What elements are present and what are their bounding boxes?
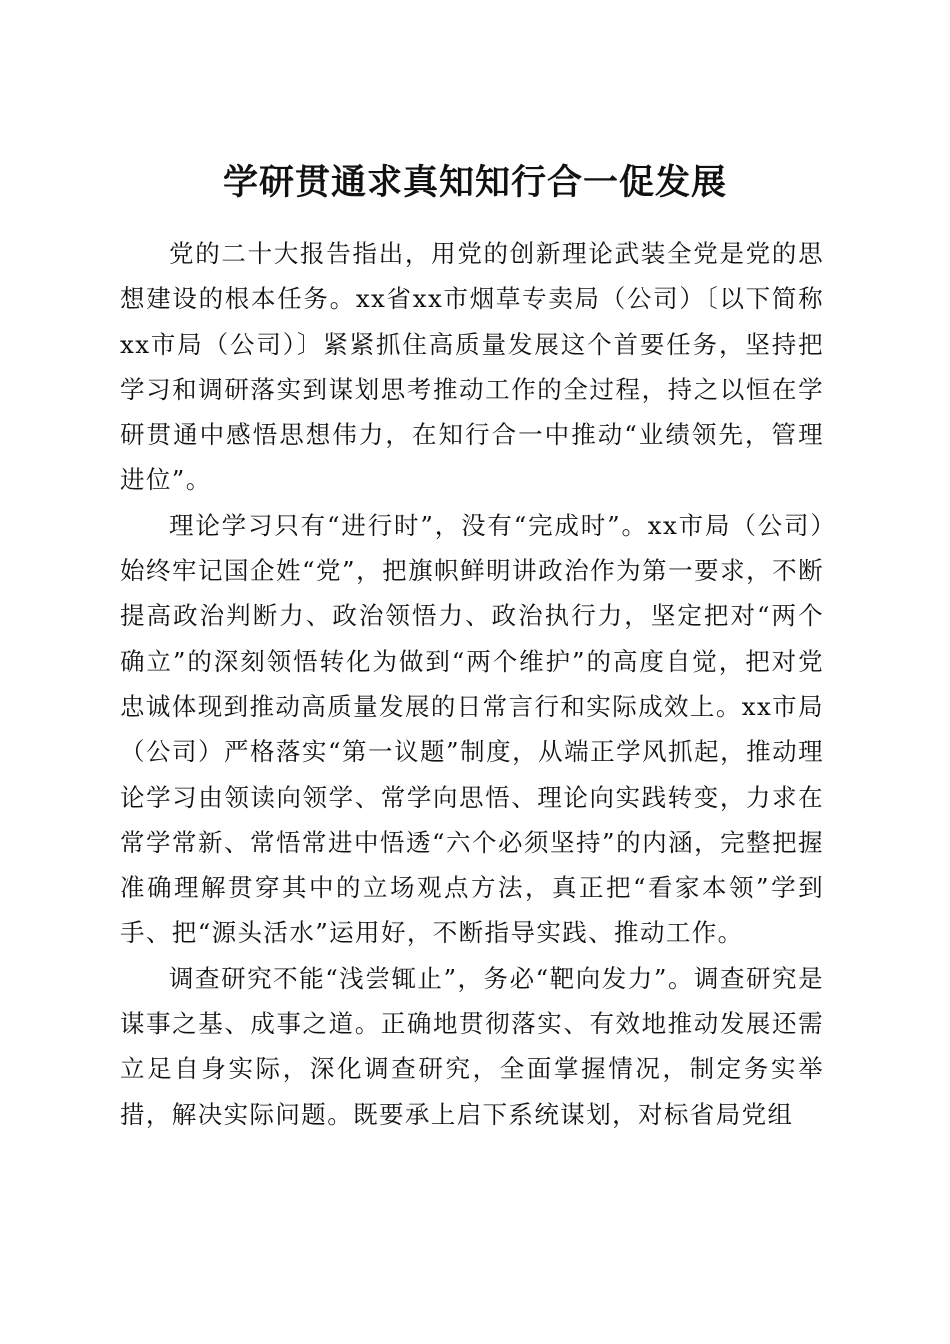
document-body bbox=[120, 231, 824, 1137]
paragraph-intro: 党的二十大报告指出，用党的创新理论武装全党是党的思想建设的根本任务。xx省xx市烟草专卖局（公司）〔以下简称xx市局（公司）〕紧紧抓住高质量发展这个首要任务，坚持把学习和调研落实到谋划思考推动工作的全过程，持之以恒在学研贯通中感悟思想伟力，在知行合一中推动“业绩领先，管理进位”。 bbox=[120, 239, 824, 495]
paragraph-theory-study: 理论学习只有“进行时”，没有“完成时”。xx市局（公司）始终牢记国企姓“党”，把旗帜鲜明讲政治作为第一要求，不断提高政治判断力、政治领悟力、政治执行力，坚定把对“两个确立”的深刻领悟转化为做到“两个维护”的高度自觉，把对党忠诚体现到推动高质量发展的日常言行和实际成效上。xx市局（公司）严格落实“第一议题”制度，从端正学风抓起，推动理论学习由领读向领学、常学向思悟、理论向实践转变，力求在常学常新、常悟常进中悟透“六个必须坚持”的内涵，完整把握准确理解贯穿其中的立场观点方法，真正把“看家本领”学到手、把“源头活水”运用好，不断指导实践、推动工作。 bbox=[120, 510, 824, 948]
paragraph-investigation: 调查研究不能“浅尝辄止”，务必“靶向发力”。调查研究是谋事之基、成事之道。正确地贯彻落实、有效地推动发展还需立足自身实际，深化调查研究，全面掌握情况，制定务实举措，解决实际问题。既要承上启下系统谋划，对标省局党组 bbox=[120, 963, 824, 1129]
document-title: 学研贯通求真知知行合一促发展 bbox=[222, 162, 727, 204]
